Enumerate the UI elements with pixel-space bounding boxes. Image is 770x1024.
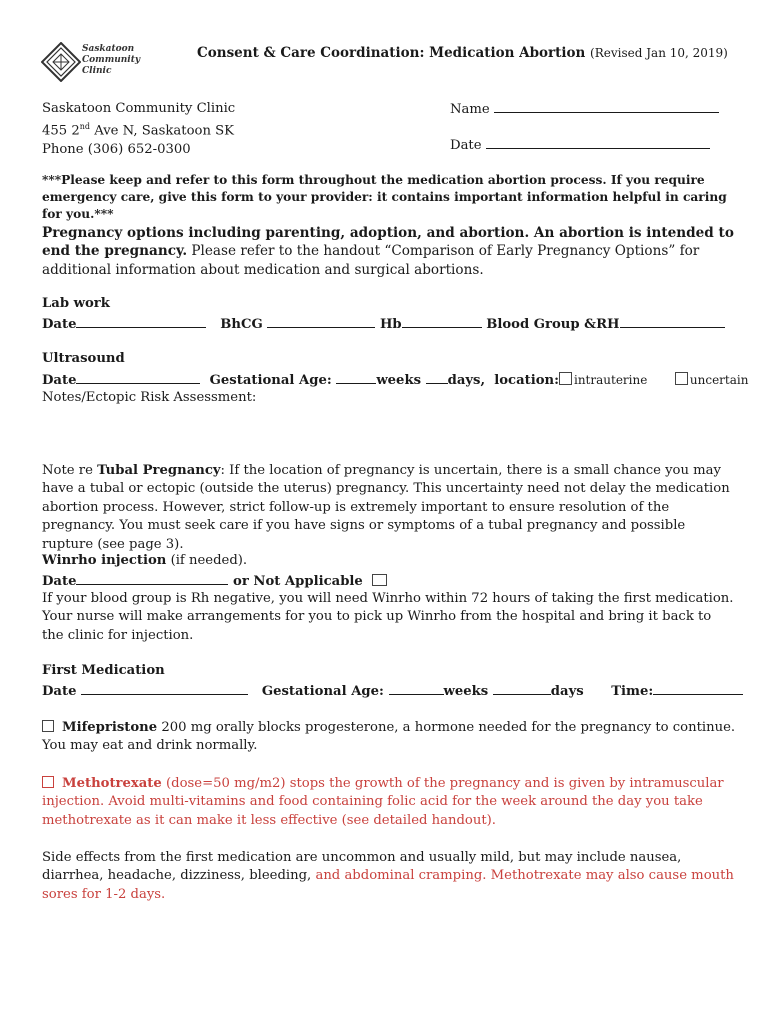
lab-date-line[interactable] (76, 315, 206, 328)
logo-line: Community (82, 55, 141, 65)
us-date-line[interactable] (76, 371, 200, 384)
notice-text: ***Please keep and refer to this form throughout the medication abortion process. If you require emergency care, give this form to your provider: it contains important information helpful in caring for you.*** (42, 173, 727, 221)
bhcg-line[interactable] (267, 315, 375, 328)
uncertain-checkbox[interactable] (675, 372, 688, 385)
logo-line: Saskatoon (82, 44, 135, 54)
date-field[interactable]: Date (450, 136, 710, 153)
mifepristone-paragraph: Mifepristone 200 mg orally blocks progesterone, a hormone needed for the pregnancy to continue. You may eat and drink normally. (42, 720, 736, 754)
first-med-weeks-line[interactable] (389, 682, 444, 695)
first-med-heading: First Medication (42, 663, 165, 678)
tubal-paragraph: Note re Tubal Pregnancy: If the location of pregnancy is uncertain, there is a small chance you may have a tubal or ectopic (outside the uterus) pregnancy. This uncertainty need not delay the medication abortion process. However, strict follow-up is extremely important to ensure resolution of the pregnancy. You must seek care if you have signs or symptoms of a tubal pregnancy and possible rupture (see page 3). (42, 463, 730, 552)
winrho-text: If your blood group is Rh negative, you will need Winrho within 72 hours of taking the first medication. Your nurse will make arrangements for you to pick up Winrho from the hospital and bring it back to the clinic for injection. (42, 591, 734, 643)
winrho-date-line[interactable] (76, 572, 228, 585)
clinic-logo (41, 42, 81, 82)
blood-group-line[interactable] (620, 315, 725, 328)
lab-heading: Lab work (42, 296, 110, 311)
date-input-line[interactable] (486, 136, 710, 149)
hb-line[interactable] (402, 315, 482, 328)
first-med-row: Date Gestational Age: weeks days Time: (42, 682, 743, 699)
title-text: Consent & Care Coordination: Medication Abortion (197, 45, 586, 61)
winrho-row: Date or Not Applicable (42, 572, 389, 589)
clinic-address (42, 100, 235, 159)
notes-label: Notes/Ectopic Risk Assessment: (42, 390, 257, 405)
mifepristone-checkbox[interactable] (42, 720, 54, 732)
revised-date: (Revised Jan 10, 2019) (590, 46, 728, 60)
first-med-time-line[interactable] (653, 682, 743, 695)
first-med-days-line[interactable] (493, 682, 551, 695)
methotrexate-checkbox[interactable] (42, 776, 54, 788)
clinic-street: 455 2nd Ave N, Saskatoon SK (42, 122, 235, 139)
clinic-phone: Phone (306) 652-0300 (42, 141, 191, 157)
us-days-line[interactable] (426, 371, 448, 384)
lab-row: Date BhCG Hb Blood Group &RH (42, 315, 725, 332)
clinic-name: Saskatoon Community Clinic (42, 101, 236, 116)
not-applicable-checkbox[interactable] (372, 574, 387, 586)
logo-text (82, 44, 140, 77)
us-weeks-line[interactable] (336, 371, 376, 384)
ultrasound-row: Date Gestational Age: weeks days, location: intrauterine uncertain (42, 373, 749, 388)
intrauterine-checkbox[interactable] (559, 372, 572, 385)
methotrexate-paragraph: Methotrexate (dose=50 mg/m2) stops the growth of the pregnancy and is given by intramuscular injection. Avoid multi-vitamins and food containing folic acid for the week around the day you take methotrexate as it can make it less effective (see detailed handout). (42, 776, 724, 828)
name-field[interactable]: Name (450, 100, 719, 117)
first-med-date-line[interactable] (81, 682, 248, 695)
logo-line: Clinic (82, 66, 112, 76)
side-effects-paragraph: Side effects from the first medication are uncommon and usually mild, but may include nausea, diarrhea, headache, dizziness, bleeding, and abdominal cramping. Methotrexate may also cause mouth sores for 1-2 days. (42, 850, 734, 902)
winrho-heading: Winrho injection (if needed). (42, 553, 248, 568)
page-title (197, 45, 728, 61)
options-paragraph: Pregnancy options including parenting, adoption, and abortion. An abortion is intended to end the pregnancy. Please refer to the handout “Comparison of Early Pregnancy Options” for additional information about medication and surgical abortions. (42, 225, 734, 278)
name-input-line[interactable] (494, 100, 719, 113)
ultrasound-heading: Ultrasound (42, 351, 125, 366)
